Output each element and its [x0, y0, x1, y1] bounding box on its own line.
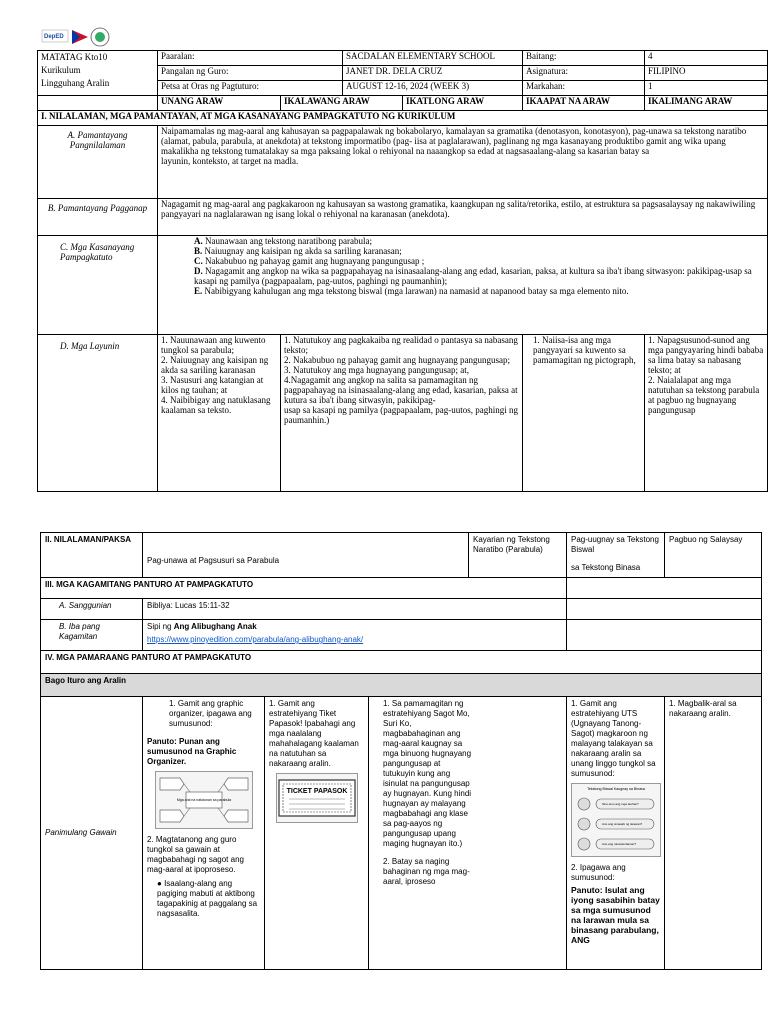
section-1-heading: I. NILALAMAN, MGA PAMANTAYAN, AT MGA KASANAYANG PAMPAGKATUTO NG KURIKULUM — [38, 111, 768, 126]
school-label: Paaralan: — [158, 51, 343, 66]
other-materials-value: Sipi ng Ang Alibughang Anak https://www.pinoyedition.com/parabula/ang-alibughang-anak/ — [143, 620, 567, 651]
date-label: Petsa at Oras ng Pagtuturo: — [158, 81, 343, 96]
subject-value: FILIPINO — [645, 66, 768, 81]
reminder-bullet: ● Isaalang-alang ang pagiging mabuti at aktibong tagapakinig at paggalang sa nagsasalita. — [157, 879, 258, 918]
materials-empty — [567, 578, 762, 599]
visual-text-figure-title: Tekstong Biswal Kaugnay sa Binasa — [587, 787, 645, 791]
subject-label: Asignatura: — [523, 66, 645, 81]
materials-heading: III. MGA KAGAMITANG PANTURO AT PAMPAGKATUTO — [41, 578, 567, 599]
graphic-organizer-figure — [155, 771, 253, 829]
competency-label: C. Mga Kasanayang Pampagkatuto — [38, 236, 158, 335]
standard-a-label: A. Pamantayang Pangnilalaman — [38, 126, 158, 199]
date-value: AUGUST 12-16, 2024 (WEEK 3) — [343, 81, 523, 96]
procedure-table — [40, 532, 762, 970]
ticket-figure — [276, 773, 358, 823]
content-day-3: Pag-uugnay sa Tekstong Biswal sa Tekstong Binasa — [567, 533, 665, 578]
content-day-2: Kayarian ng Tekstong Naratibo (Parabula) — [469, 533, 567, 578]
standard-a-text: Naipamamalas ng mag-aaral ang kahusayan sa pagpapalawak ng bokabolaryo, kamalayan sa gramatika (denotasyon, konotasyon), pag-unawa sa tekstong naratibo (alamat, pabula, parabula, at anekdota) at tekstong impormatibo (pag- iisa at paglalarawan), paglinang ng mga kasanayang produktibo gamit ang wika upang makalikha ng tekstong tumatalakay sa mga paksaing lokal o rehiyonal na naaangkop sa edad at nagsasaalang-alang sa kasarian batay sa layunin, konteksto, at target na madla. — [158, 126, 768, 199]
content-day-4: Pagbuo ng Salaysay — [665, 533, 762, 578]
intro-day-5: 1. Magbalik-aral sa nakaraang aralin. — [665, 697, 762, 970]
grade-value: 4 — [645, 51, 768, 66]
intro-day-4: 1. Gamit ang estratehiyang UTS (Ugnayang Tanong-Sagot) magkaroon ng malayang talakayan sa nakaraang aralin sa unang linggo tungkol sa sumusunod: Tekstong Biswal Kaugnay sa Binasa Sino-sino ang mga tauhan? Ano ang sinasabi ng larawan? Ano ang nararamdaman? 2. Ipagawa ang sumusunod: Panuto: Isulat ang iyong sasabihin batay sa mga sumusunod na larawan mula sa binasang parabulang, ANG — [567, 697, 665, 970]
teacher-value: JANET DR. DELA CRUZ — [343, 66, 523, 81]
before-lesson-heading: Bago Ituro ang Aralin — [41, 674, 762, 697]
reference-value: Bibliya: Lucas 15:11-32 — [143, 599, 567, 620]
quarter-value: 1 — [645, 81, 768, 96]
visual-text-figure-item-3: Ano ang nararamdaman? — [602, 842, 637, 846]
reference-empty — [567, 599, 762, 620]
intro-activity-label: Panimulang Gawain — [41, 697, 143, 970]
standard-b-label: B. Pamantayang Pagganap — [38, 199, 158, 236]
competency-item-c: C. Nakabubuo ng pahayag gamit ang hugnayang pangungusap ; — [194, 256, 425, 266]
graphic-organizer-caption: Mga aral na natutunan sa parabula — [176, 798, 231, 802]
objectives-label: D. Mga Layunin — [38, 335, 158, 492]
content-label: II. NILALAMAN/PAKSA — [41, 533, 143, 578]
lesson-header-table — [37, 50, 768, 492]
quarter-label: Markahan: — [523, 81, 645, 96]
day-5-header: IKALIMANG ARAW — [645, 96, 768, 111]
competency-item-a: A. Naunawaan ang tekstong naratibong parabula; — [194, 236, 372, 246]
intro-day-3: 1. Sa pamamagitan ng estratehiyang Sagot Mo, Suri Ko, magbabahaginan ang mag-aaral kaugnay sa mga binuong hugnayang pangungusap at tutukuyin kung ang isinulat na pangungusap ay hugnayan. Kung hindi hugnayan ay malayang magbabahagi ang klase sa pag-aayos ng pangungusap upang maging hugnayan ito.) 2. Batay sa naging bahaginan ng mga mag-aaral, iproseso — [369, 697, 567, 970]
day-2-header: IKALAWANG ARAW — [281, 96, 403, 111]
story-link[interactable]: https://www.pinoyedition.com/parabula/ang-alibughang-anak/ — [147, 635, 364, 644]
objectives-day-1: 1. Nauunawaan ang kuwento tungkol sa parabula; 2. Naiuugnay ang kaisipan ng akda sa sariling karanasan 3. Nasusuri ang katangian at kilos ng tauhan; at 4. Naibibigay ang natuklasang kaalaman sa teksto. — [158, 335, 281, 492]
other-materials-label: B. Iba pang Kagamitan — [41, 620, 143, 651]
deped-logos — [40, 26, 120, 48]
grade-label: Baitang: — [523, 51, 645, 66]
ticket-title: TICKET PAPASOK — [286, 788, 347, 795]
competency-item-d: D. Nagagamit ang angkop na wika sa pagpapahayag na isinasaalang-alang ang edad, kasarian, paksa, at kultura sa iba't ibang sitwasyon: pakikipag-usap sa kasapi ng pamilya (pagpapaalam, pag-uutos, paghingi ng paumanhin); — [194, 266, 752, 286]
reference-label: A. Sanggunian — [41, 599, 143, 620]
intro-day-2: 1. Gamit ang estratehiyang Tiket Papasok! Ipabahagi ang mga naalalang mahahalagang kaalaman na natutuhan sa nakaraang aralin. TICKET PAPASOK — [265, 697, 369, 970]
school-value: SACDALAN ELEMENTARY SCHOOL — [343, 51, 523, 66]
objectives-day-4: 1. Naiisa-isa ang mga pangyayari sa kuwento sa pamamagitan ng pictograph, — [523, 335, 645, 492]
svg-text:DepED: DepED — [44, 34, 64, 40]
competency-list — [158, 236, 768, 335]
standard-b-text: Nagagamit ng mag-aaral ang pagkakaroon ng kahusayan sa wastong gramatika, kaangkupan ng salita/retorika, estilo, at estruktura sa pagsasalaysay ng nakawiwiling pangyayari na naglalarawan ng isang lokal o rehiyonal na karanasan (anekdota). — [158, 199, 768, 236]
visual-text-figure-item-2: Ano ang sinasabi ng larawan? — [602, 822, 643, 826]
empty-cell — [38, 96, 158, 111]
competency-item-b: B. Naiuugnay ang kaisipan ng akda sa sariling karanasan; — [194, 246, 402, 256]
intro-day-1: 1. Gamit ang graphic organizer, ipagawa ang sumusunod: Panuto: Punan ang sumusunod na Graphic Organizer. Mga aral na natutunan sa parabula 2. Magtatanong ang guro tungkol sa gawain at magbabahagi ng sagot ang mag-aaral at ipoproseso. ● Isaalang-alang ang pagiging mabuti at aktibong tagapakinig at paggalang sa nagsasalita. — [143, 697, 265, 970]
curriculum-label: MATATAG Kto10 Kurikulum Lingguhang Aralin — [38, 51, 158, 96]
objectives-day-5: 1. Napagsusunod-sunod ang mga pangyayaring hindi bababa sa lima batay sa nabasang teksto; at 2. Naialalapat ang mga natutuhan sa tekstong parabula at pagbuo ng hugnayang pangungusap — [645, 335, 768, 492]
visual-text-figure-item-1: Sino-sino ang mga tauhan? — [602, 802, 639, 806]
visual-text-figure — [571, 783, 661, 857]
procedure-heading: IV. MGA PAMARAANG PANTURO AT PAMPAGKATUTO — [41, 651, 762, 674]
content-day-1: Pag-unawa at Pagsusuri sa Parabula — [143, 533, 469, 578]
other-materials-empty — [567, 620, 762, 651]
day-3-header: IKATLONG ARAW — [403, 96, 523, 111]
day-1-header: UNANG ARAW — [158, 96, 281, 111]
teacher-label: Pangalan ng Guro: — [158, 66, 343, 81]
objectives-day-2: 1. Natutukoy ang pagkakaiba ng realidad o pantasya sa nabasang teksto; 2. Nakabubuo ng pahayag gamit ang hugnayang pangungusap; 3. Natutukoy ang mga hugnayang pangungusap; at, 4.Nagagamit ang angkop na salita sa pamamagitan ng pagpapahayag na isinasaalang-alang ang edad, kasarian, paksa at kutura sa iba't ibang sitwasyin, pakikipag- usap sa kasapi ng pamilya (pagpapaalam, pag-uutos, paghingi ng paumanhin.) — [281, 335, 523, 492]
day-4-header: IKAAPAT NA ARAW — [523, 96, 645, 111]
competency-item-e: E. Nabibigyang kahulugan ang mga tekstong biswal (mga larawan) na namasid at napanood batay sa mga elemento nito. — [194, 286, 629, 296]
